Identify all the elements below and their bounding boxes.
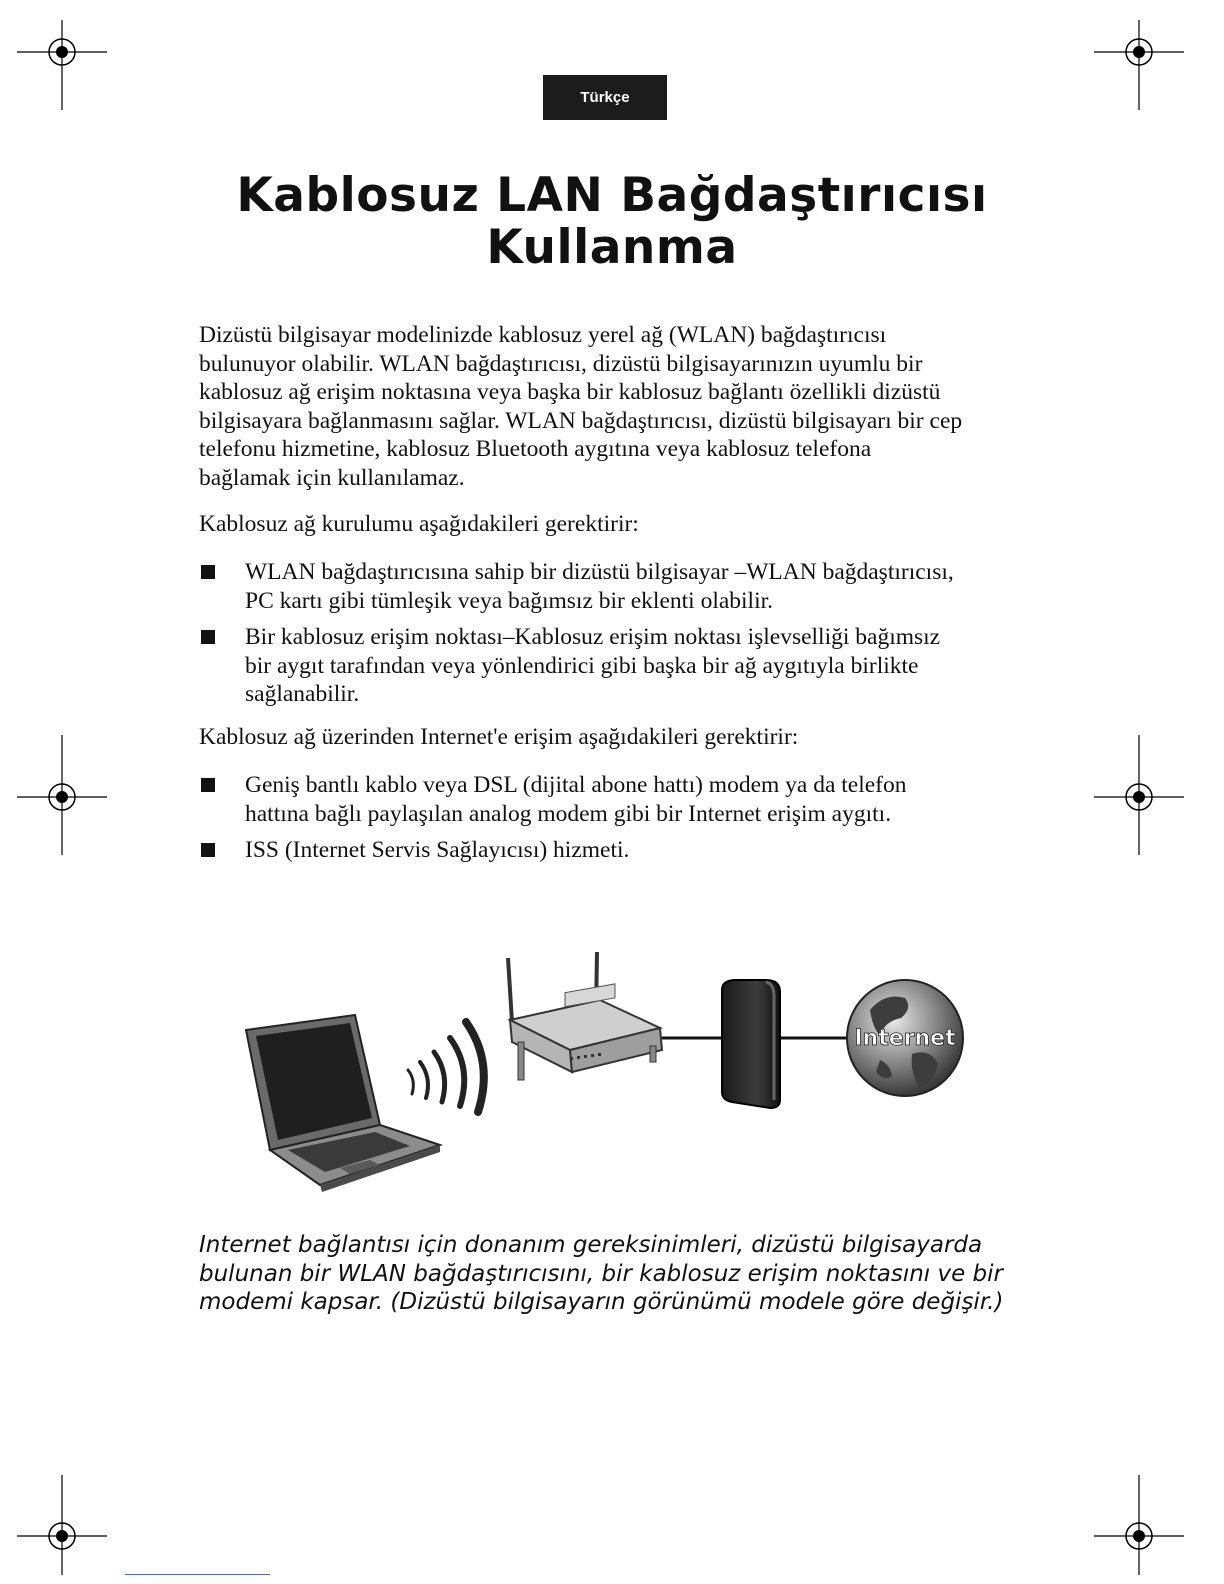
crop-mark-mid-left [15, 735, 110, 860]
setup-heading: Kablosuz ağ kurulumu aşağıdakileri gerektirir: [199, 511, 639, 537]
list-item-line: bir aygıt tarafından veya yönlendirici gibi başka bir ağ aygıtıyla birlikte [245, 652, 919, 679]
language-tab: Türkçe [543, 75, 667, 120]
crop-mark-bottom-left [15, 1475, 110, 1580]
intro-line: bağlamak için kullanılamaz. [199, 464, 465, 491]
list-item-line: PC kartı gibi tümleşik veya bağımsız bir eklenti olabilir. [245, 587, 774, 614]
modem-icon [722, 980, 780, 1108]
figure-caption [199, 1231, 1029, 1317]
square-bullet-icon [201, 630, 215, 644]
list-item [199, 836, 1029, 865]
square-bullet-icon [201, 565, 215, 579]
crop-mark-top-left [15, 15, 110, 115]
globe-label: Internet [854, 1026, 956, 1051]
list-item-line: sağlanabilir. [245, 681, 360, 707]
network-illustration [240, 950, 980, 1210]
intro-line: Dizüstü bilgisayar modelinizde kablosuz yerel ağ (WLAN) bağdaştırıcısı [199, 322, 887, 348]
page-title-line: Kullanma [486, 220, 738, 275]
list-item-line: Bir kablosuz erişim noktası–Kablosuz erişim noktası işlevselliği bağımsız [245, 624, 941, 650]
crop-mark-mid-right [1092, 735, 1187, 860]
caption-line: modemi kapsar. (Dizüstü bilgisayarın görünümü modele göre değişir.) [199, 1289, 1004, 1315]
list-item-line: hattına bağlı paylaşılan analog modem gibi bir Internet erişim aygıtı. [245, 800, 892, 827]
wireless-signal-icon [408, 1022, 484, 1112]
intro-line: bulunuyor olabilir. WLAN bağdaştırıcısı, dizüstü bilgisayarınızın uyumlu bir [199, 350, 923, 377]
page-title [200, 170, 1024, 274]
crop-mark-top-right [1092, 15, 1187, 115]
footer-rule [125, 1574, 270, 1575]
list-item [199, 558, 1029, 615]
square-bullet-icon [201, 778, 215, 792]
list-item-line: ISS (Internet Servis Sağlayıcısı) hizmeti. [245, 837, 630, 863]
list-item-line: Geniş bantlı kablo veya DSL (dijital abone hattı) modem ya da telefon [245, 772, 907, 798]
setup-requirements-list [199, 558, 1029, 717]
intro-paragraph [199, 321, 1029, 492]
intro-line: kablosuz ağ erişim noktasına veya başka bir kablosuz bağlantı özellikli dizüstü [199, 379, 941, 405]
crop-mark-bottom-right [1092, 1475, 1187, 1580]
intro-line: bilgisayara bağlanmasını sağlar. WLAN bağdaştırıcısı, dizüstü bilgisayarı bir cep [199, 407, 963, 434]
page-title-line: Kablosuz LAN Bağdaştırıcısı [236, 168, 988, 223]
caption-line: bulunan bir WLAN bağdaştırıcısını, bir kablosuz erişim noktasını ve bir [199, 1260, 1004, 1287]
internet-requirements-list [199, 771, 1029, 873]
square-bullet-icon [201, 843, 215, 857]
list-item [199, 771, 1029, 828]
caption-line: Internet bağlantısı için donanım gereksinimleri, dizüstü bilgisayarda [199, 1232, 983, 1258]
wireless-router-icon [508, 952, 662, 1080]
internet-heading: Kablosuz ağ üzerinden Internet'e erişim aşağıdakileri gerektirir: [199, 724, 799, 750]
list-item [199, 623, 1029, 709]
laptop-icon [246, 1015, 440, 1192]
list-item-line: WLAN bağdaştırıcısına sahip bir dizüstü bilgisayar –WLAN bağdaştırıcısı, [245, 559, 954, 585]
intro-line: telefonu hizmetine, kablosuz Bluetooth aygıtına veya kablosuz telefona [199, 436, 872, 462]
